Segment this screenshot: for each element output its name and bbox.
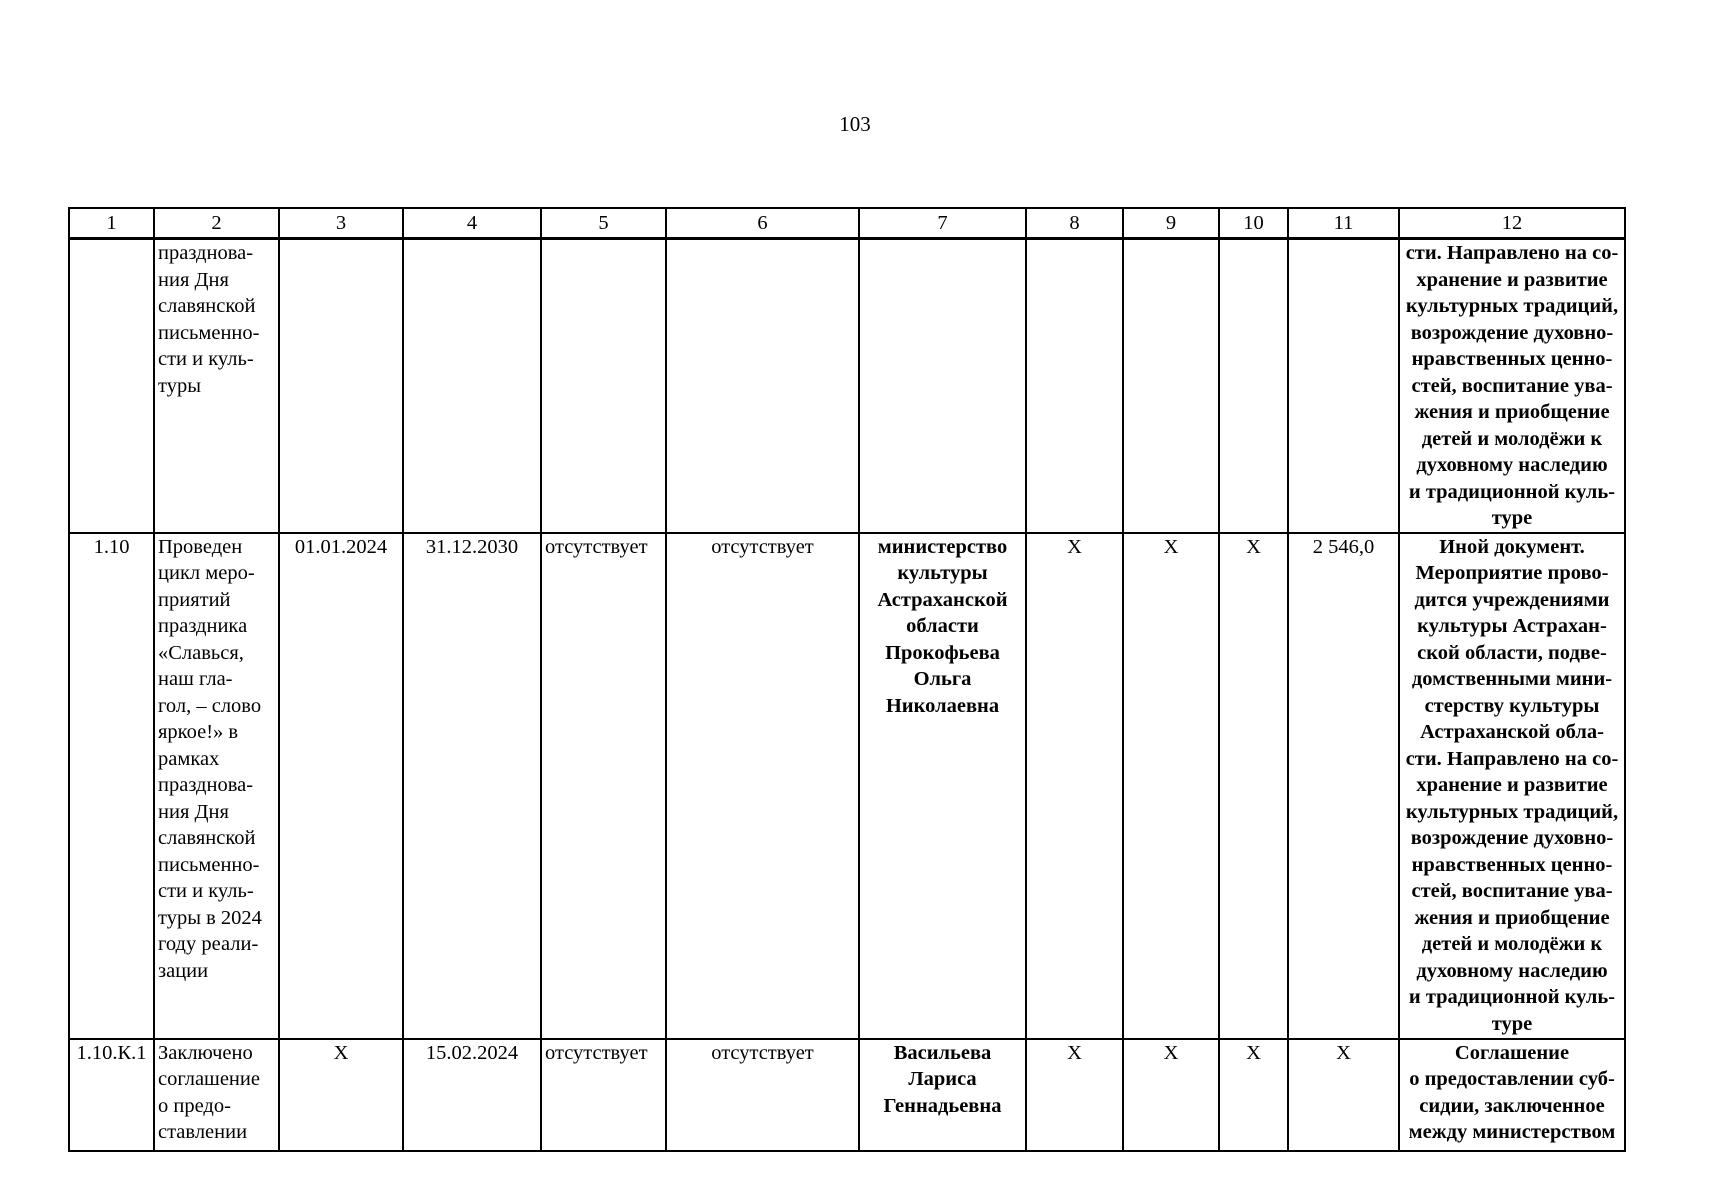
- cell-text: X: [1067, 1041, 1082, 1064]
- cell-col-8: [1026, 239, 1123, 533]
- cell-end-date: [403, 533, 541, 1039]
- cell-description: [1399, 1039, 1625, 1151]
- header-col-10: 10: [1219, 208, 1288, 239]
- cell-text: Заключено соглашение о предо- ставлении: [158, 1041, 260, 1143]
- cell-col-6: [666, 533, 859, 1039]
- cell-responsible: [859, 533, 1026, 1039]
- header-col-5: 5: [541, 208, 666, 239]
- cell-col-9: [1123, 239, 1219, 533]
- cell-text: Соглашение о предоставлении суб- сидии, заключенное между министерством: [1408, 1041, 1616, 1143]
- cell-col-10: [1219, 533, 1288, 1039]
- cell-text: Иной документ. Мероприятие прово- дится учреждениями культуры Астрахан- ской области, подве- домственными мини- стерству культуры Астраханской обла- сти. Направлено на со- хранение и развитие культурных традиций, возрождение духовно- нравственных ценно- стей, воспитание ува- жения и приобщение детей и молодёжи к духовному наследию и традиционной куль- туре: [1405, 535, 1619, 1035]
- header-col-3: 3: [279, 208, 403, 239]
- cell-text: Васильева Лариса Геннадьевна: [883, 1041, 1002, 1117]
- cell-amount: [1288, 1039, 1399, 1151]
- cell-text: X: [1336, 1041, 1351, 1064]
- cell-text: министерство культуры Астраханской области Прокофьева Ольга Николаевна: [877, 535, 1008, 717]
- cell-col-8: [1026, 1039, 1123, 1151]
- table-row: [69, 239, 1625, 533]
- cell-text: 2 546,0: [1312, 535, 1375, 558]
- table-row: [69, 533, 1625, 1039]
- header-col-4: 4: [403, 208, 541, 239]
- cell-col-5: [541, 1039, 666, 1151]
- cell-text: сти. Направлено на со- хранение и развитие культурных традиций, возрождение духовно- нравственных ценно- стей, воспитание ува- жения и приобщение детей и молодёжи к духовному наследию и традиционной куль- туре: [1405, 242, 1619, 529]
- document-table: [68, 207, 1626, 1152]
- cell-amount: [1288, 239, 1399, 533]
- cell-text: 1.10.К.1: [76, 1041, 147, 1064]
- cell-start-date: [279, 533, 403, 1039]
- cell-col-8: [1026, 533, 1123, 1039]
- cell-end-date: [403, 239, 541, 533]
- cell-event-name: [154, 239, 279, 533]
- page-number: 103: [839, 112, 871, 136]
- cell-responsible: [859, 1039, 1026, 1151]
- cell-col-6: [666, 239, 859, 533]
- cell-number: [69, 1039, 154, 1151]
- cell-text: X: [1163, 535, 1179, 558]
- cell-responsible: [859, 239, 1026, 533]
- cell-col-10: [1219, 1039, 1288, 1151]
- cell-col-6: [666, 1039, 859, 1151]
- cell-text: X: [1246, 535, 1261, 558]
- cell-number: [69, 239, 154, 533]
- header-col-9: 9: [1123, 208, 1219, 239]
- cell-text: отсутствует: [545, 1041, 648, 1064]
- cell-end-date: [403, 1039, 541, 1151]
- cell-text: X: [1067, 535, 1082, 558]
- cell-text: X: [1163, 1041, 1179, 1064]
- header-col-7: 7: [859, 208, 1026, 239]
- cell-description: [1399, 239, 1625, 533]
- cell-text: отсутствует: [711, 535, 814, 558]
- cell-text: 1.10: [93, 535, 130, 558]
- table-row: [69, 1039, 1625, 1151]
- cell-text: X: [333, 1041, 349, 1064]
- cell-col-9: [1123, 1039, 1219, 1151]
- cell-col-5: [541, 239, 666, 533]
- cell-number: [69, 533, 154, 1039]
- cell-text: празднова- ния Дня славянской письменно- сти и куль- туры: [158, 242, 260, 397]
- cell-text: отсутствует: [545, 535, 648, 558]
- cell-start-date: [279, 1039, 403, 1151]
- cell-event-name: [154, 533, 279, 1039]
- cell-col-5: [541, 533, 666, 1039]
- cell-start-date: [279, 239, 403, 533]
- cell-text: X: [1246, 1041, 1261, 1064]
- header-col-11: 11: [1288, 208, 1399, 239]
- header-col-1: 1: [69, 208, 154, 239]
- cell-col-9: [1123, 533, 1219, 1039]
- cell-text: 15.02.2024: [425, 1041, 519, 1064]
- header-col-12: 12: [1399, 208, 1625, 239]
- cell-amount: [1288, 533, 1399, 1039]
- header-row: [69, 208, 1625, 239]
- header-col-2: 2: [154, 208, 279, 239]
- cell-text: отсутствует: [711, 1041, 814, 1064]
- cell-description: [1399, 533, 1625, 1039]
- cell-col-10: [1219, 239, 1288, 533]
- cell-text: 01.01.2024: [294, 535, 388, 558]
- header-col-6: 6: [666, 208, 859, 239]
- cell-event-name: [154, 1039, 279, 1151]
- header-col-8: 8: [1026, 208, 1123, 239]
- cell-text: Проведен цикл меро- приятий праздника «Славься, наш гла- гол, – слово яркое!» в рамках празднова- ния Дня славянской письменно- сти и куль- туры в 2024 году реали- зации: [158, 535, 262, 982]
- cell-text: 31.12.2030: [425, 535, 519, 558]
